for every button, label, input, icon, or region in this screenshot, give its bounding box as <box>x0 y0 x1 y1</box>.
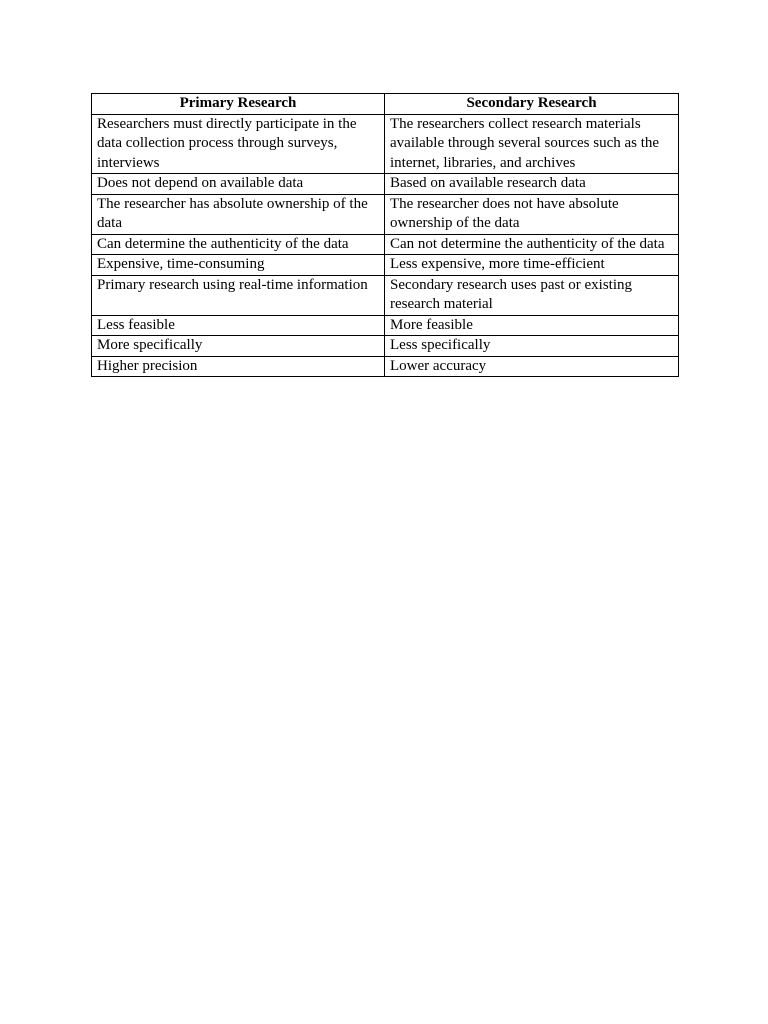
secondary-cell: More feasible <box>385 315 679 336</box>
primary-cell: Less feasible <box>92 315 385 336</box>
primary-cell: Expensive, time-consuming <box>92 255 385 276</box>
header-primary-research: Primary Research <box>92 94 385 115</box>
secondary-cell: The researcher does not have absolute ownership of the data <box>385 194 679 234</box>
header-secondary-research: Secondary Research <box>385 94 679 115</box>
primary-cell: Higher precision <box>92 356 385 377</box>
table-header-row <box>92 94 679 115</box>
table-row <box>92 255 679 276</box>
table-row <box>92 114 679 174</box>
table-row <box>92 234 679 255</box>
secondary-cell: Less specifically <box>385 336 679 357</box>
table-row <box>92 336 679 357</box>
comparison-table <box>91 93 679 377</box>
primary-cell: More specifically <box>92 336 385 357</box>
secondary-cell: Based on available research data <box>385 174 679 195</box>
table-row <box>92 315 679 336</box>
secondary-cell: The researchers collect research materials available through several sources such as the internet, libraries, and archives <box>385 114 679 174</box>
primary-cell: Primary research using real-time information <box>92 275 385 315</box>
secondary-cell: Can not determine the authenticity of the data <box>385 234 679 255</box>
table-row <box>92 356 679 377</box>
primary-cell: Can determine the authenticity of the data <box>92 234 385 255</box>
secondary-cell: Less expensive, more time-efficient <box>385 255 679 276</box>
secondary-cell: Secondary research uses past or existing research material <box>385 275 679 315</box>
table-row <box>92 275 679 315</box>
primary-cell: Does not depend on available data <box>92 174 385 195</box>
table-row <box>92 194 679 234</box>
primary-cell: The researcher has absolute ownership of the data <box>92 194 385 234</box>
table-row <box>92 174 679 195</box>
secondary-cell: Lower accuracy <box>385 356 679 377</box>
primary-cell: Researchers must directly participate in the data collection process through surveys, interviews <box>92 114 385 174</box>
